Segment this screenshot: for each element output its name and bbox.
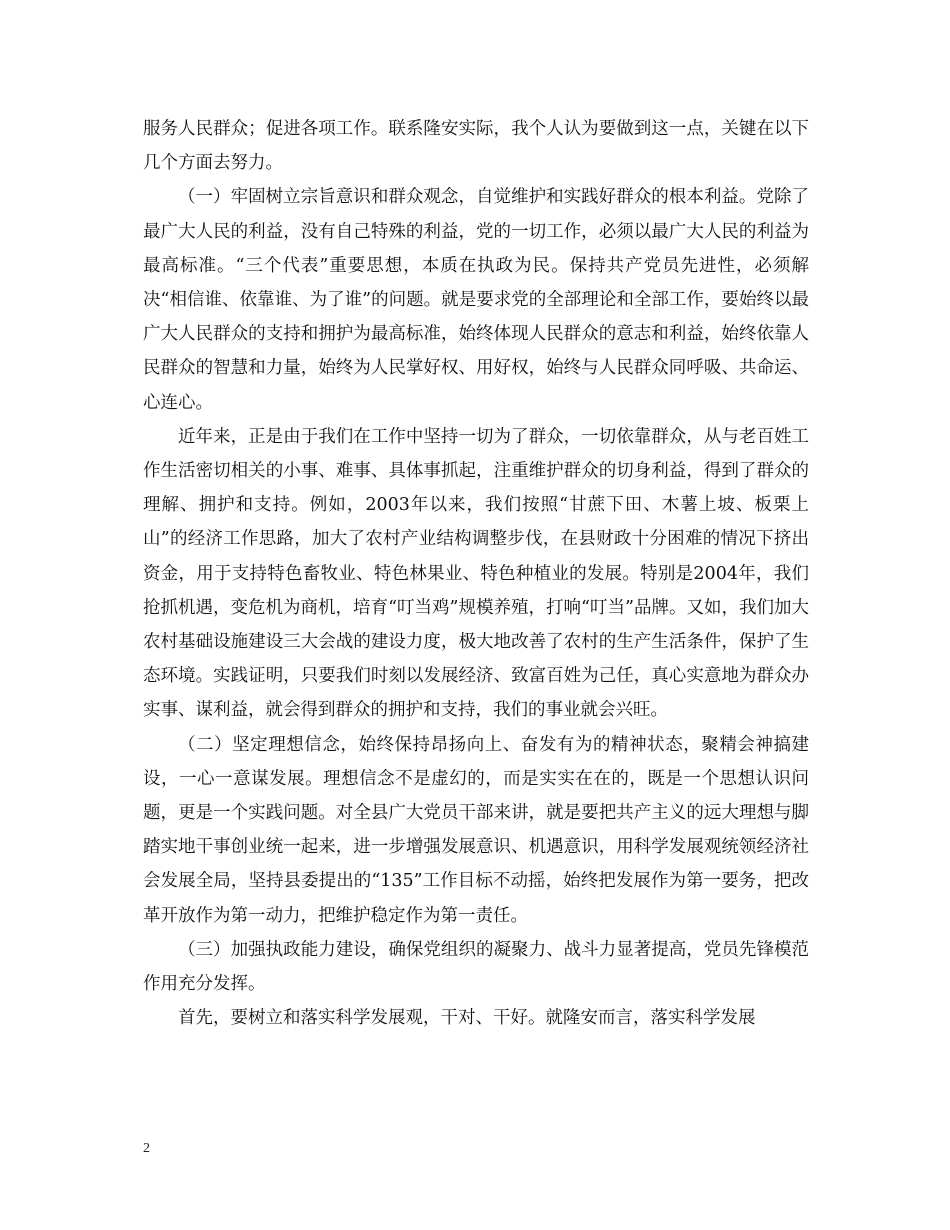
document-body (143, 112, 809, 1035)
paragraph-firstly: 首先，要树立和落实科学发展观，干对、干好。就隆安而言，落实科学发展 (178, 1008, 756, 1029)
paragraph-section-one: （一）牢固树立宗旨意识和群众观念，自觉维护和实践好群众的根本利益。党除了最广大人民的利益，没有自己特殊的利益，党的一切工作，必须以最广大人民的利益为最高标准。“三个代表”重要思想，本质在执政为民。保持共产党员先进性，必须解决“相信谁、依靠谁、为了谁”的问题。就是要求党的全部理论和全部工作，要始终以最广大人民群众的支持和拥护为最高标准，始终体现人民群众的意志和利益，始终依靠人民群众的智慧和力量，始终为人民掌好权、用好权，始终与人民群众同呼吸、共命运、心连心。 (143, 187, 809, 413)
page-number: 2 (143, 1141, 150, 1156)
paragraph-section-three: （三）加强执政能力建设，确保党组织的凝聚力、战斗力显著提高，党员先锋模范作用充分发挥。 (143, 939, 809, 995)
paragraph-continuation: 服务人民群众；促进各项工作。联系隆安实际，我个人认为要做到这一点，关键在以下几个方面去努力。 (143, 119, 809, 174)
paragraph-recent-years: 近年来，正是由于我们在工作中坚持一切为了群众，一切依靠群众，从与老百姓工作生活密切相关的小事、难事、具体事抓起，注重维护群众的切身利益，得到了群众的理解、拥护和支持。例如，2003年以来，我们按照“甘蔗下田、木薯上坡、板栗上山”的经济工作思路，加大了农村产业结构调整步伐，在县财政十分困难的情况下挤出资金，用于支持特色畜牧业、特色林果业、特色种植业的发展。特别是2004年，我们抢抓机遇，变危机为商机，培育“叮当鸡”规模养殖，打响“叮当”品牌。又如，我们加大农村基础设施建设三大会战的建设力度，极大地改善了农村的生产生活条件，保护了生态环境。实践证明，只要我们时刻以发展经济、致富百姓为己任，真心实意地为群众办实事、谋利益，就会得到群众的拥护和支持，我们的事业就会兴旺。 (143, 426, 809, 721)
paragraph-section-two: （二）坚定理想信念，始终保持昂扬向上、奋发有为的精神状态，聚精会神搞建设，一心一意谋发展。理想信念不是虚幻的，而是实实在在的，既是一个思想认识问题，更是一个实践问题。对全县广大党员干部来讲，就是要把共产主义的远大理想与脚踏实地干事创业统一起来，进一步增强发展意识、机遇意识，用科学发展观统领经济社会发展全局，坚持县委提出的“135”工作目标不动摇，始终把发展作为第一要务，把改革开放作为第一动力，把维护稳定作为第一责任。 (143, 734, 809, 926)
